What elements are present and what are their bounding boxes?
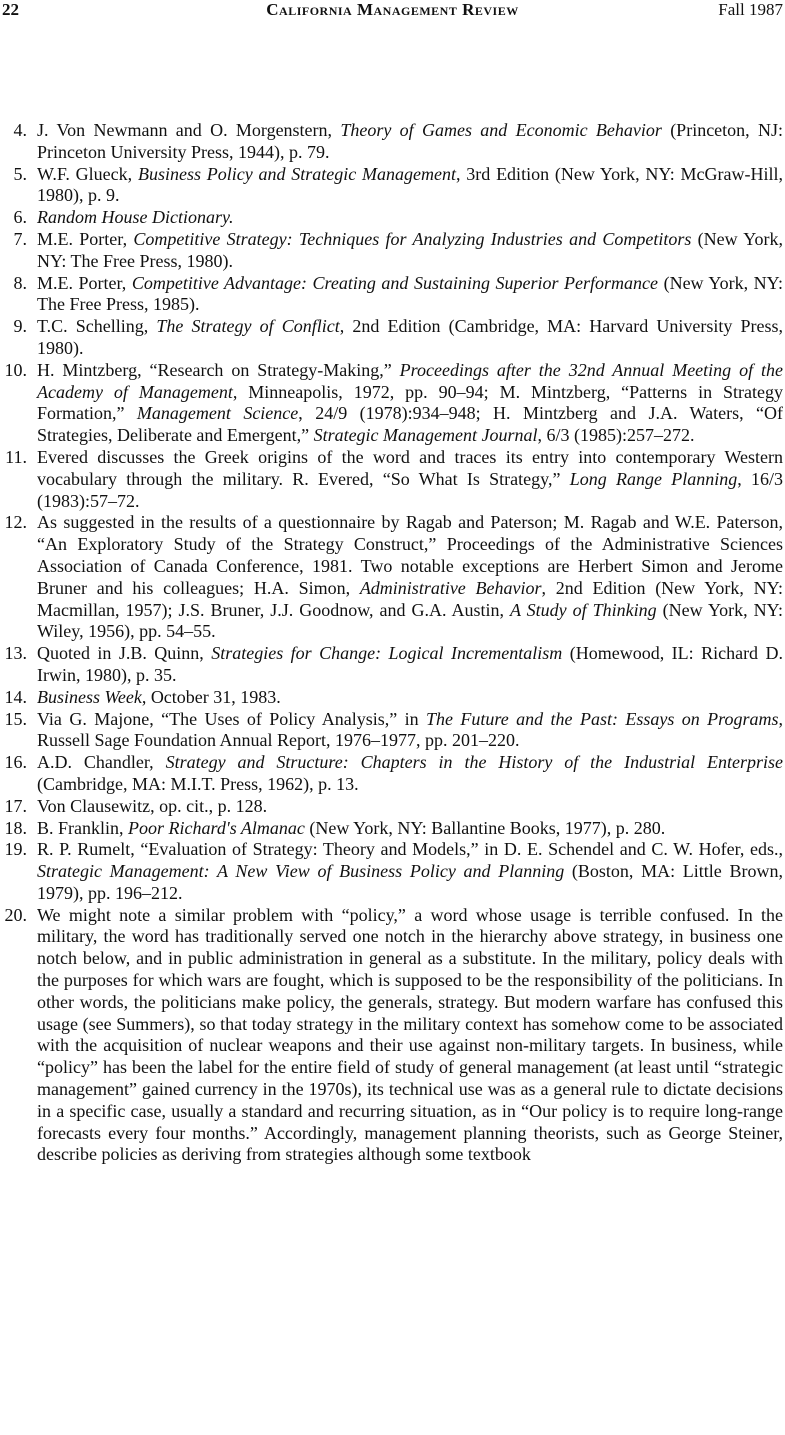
- issue-date: Fall 1987: [718, 0, 783, 19]
- endnote: [0, 752, 785, 796]
- endnote: [0, 905, 785, 1167]
- endnote-italic-title: Competitive Advantage: Creating and Sustaining Superior Performance: [131, 272, 659, 293]
- endnote-text: [37, 316, 783, 360]
- endnote-text-run: (Cambridge, MA: M.I.T. Press, 1962), p. 13.: [37, 773, 359, 794]
- endnote-text: [37, 709, 783, 753]
- endnote-text: [37, 512, 783, 643]
- endnote-italic-title: Management Science: [136, 403, 299, 424]
- endnote-text-run: , 2nd Edition (New York, NY: Macmillan, 1957); J.S. Bruner, J.J. Goodnow, and G.A. Austin,: [37, 577, 783, 620]
- endnote-text-run: We might note a similar problem with “policy,” a word whose usage is terrible confused. In the military, the word has traditionally served one notch in the hierarchy above strategy, in business one notch below, and in public administration in general as a substitute. In the military, policy deals with the purposes for which wars are fought, which is supposed to be the responsibility of the politicians. In other words, the politicians make policy, the generals, strategy. But modern warfare has confused this usage (see Summers), so that today strategy in the military context has somehow come to be associated with the acquisition of nuclear weapons and their use against non-military targets. In business, while “policy” has been the label for the entire field of study of general management (at least until “strategic management” gained currency in the 1970s), its technical use was as a general rule to dictate decisions in a specific case, usually a standard and recurring situation, as in “Our policy is to require long-range forecasts every four months.” Accordingly, management planning theorists, such as George Steiner, describe policies as deriving from strategies although some textbook: [37, 904, 783, 1165]
- endnote-text-run: (New York, NY: Wiley, 1956), pp. 54–55.: [37, 599, 783, 642]
- endnote-text-run: W.F. Glueck,: [37, 163, 138, 184]
- endnote-text-run: M.E. Porter,: [37, 228, 134, 249]
- endnote-number: 12.: [4, 512, 27, 533]
- endnotes-list: [0, 120, 785, 1166]
- endnote-text-run: , October 31, 1983.: [141, 686, 281, 707]
- endnote-text: [37, 905, 783, 1167]
- endnote-number: 14.: [4, 686, 27, 707]
- endnote: [0, 512, 785, 643]
- endnote-italic-title: Strategies for Change: Logical Incrementalism: [211, 643, 563, 664]
- endnote-text-run: (Boston, MA: Little Brown, 1979), pp. 196–212.: [37, 861, 783, 903]
- endnote-text: [37, 447, 783, 512]
- endnote-number: 18.: [4, 817, 27, 838]
- journal-title: California Management Review: [266, 0, 519, 19]
- endnote-text-run: (Princeton, NJ: Princeton University Press, 1944), p. 79.: [37, 120, 783, 162]
- endnote-number: 10.: [4, 359, 27, 380]
- endnote-italic-title: Theory of Games and Economic Behavior: [340, 120, 662, 140]
- endnote-italic-title: Administrative Behavior: [359, 577, 542, 598]
- endnote-italic-title: The Future and the Past: Essays on Programs: [426, 708, 779, 729]
- endnote-text-run: Via G. Majone, “The Uses of Policy Analysis,” in: [37, 708, 427, 729]
- endnote-text: [37, 164, 783, 208]
- endnote-number: 16.: [4, 752, 27, 773]
- endnote-text-run: H. Mintzberg, “Research on Strategy-Making,”: [37, 359, 400, 380]
- endnote-text-run: , 6/3 (1985):257–272.: [537, 425, 695, 446]
- endnote-text-run: J. Von Newmann and O. Morgenstern,: [37, 120, 341, 140]
- endnote-number: 17.: [4, 795, 27, 816]
- endnote-italic-title: Strategic Management Journal: [313, 425, 538, 446]
- endnote: [0, 447, 785, 512]
- endnote-italic-title: Competitive Strategy: Techniques for Analyzing Industries and Competitors: [133, 228, 692, 249]
- endnote-text-run: Quoted in J.B. Quinn,: [37, 643, 212, 664]
- endnote-italic-title: Strategic Management: A New View of Business Policy and Planning: [37, 861, 565, 882]
- endnote-text: [37, 687, 783, 709]
- endnote: [0, 229, 785, 273]
- endnote: [0, 709, 785, 753]
- endnote: [0, 687, 785, 709]
- endnote-italic-title: Strategy and Structure: Chapters in the History of the Industrial Enterprise: [165, 752, 783, 773]
- endnote: [0, 164, 785, 208]
- endnote-italic-title: The Strategy of Conflict: [156, 316, 340, 337]
- endnote-text-run: , 24/9 (1978):934–948; H. Mintzberg and J.A. Waters, “Of Strategies, Deliberate and Emergent,”: [37, 403, 783, 446]
- endnote-number: 9.: [13, 316, 27, 337]
- endnote-text: [37, 207, 783, 229]
- endnote-text-run: Evered discusses the Greek origins of the word and traces its entry into contemporary Western vocabulary through the military. R. Evered, “So What Is Strategy,”: [37, 446, 783, 489]
- endnote-text-run: , 16/3 (1983):57–72.: [37, 468, 783, 511]
- endnote: [0, 839, 785, 904]
- endnote-text-run: T.C. Schelling,: [37, 316, 157, 337]
- endnote-italic-title: Random House Dictionary.: [37, 207, 234, 228]
- endnote: [0, 273, 785, 317]
- endnote-number: 5.: [13, 163, 27, 184]
- endnote-text: [37, 229, 783, 273]
- endnote-number: 15.: [4, 708, 27, 729]
- endnote-text: [37, 752, 783, 796]
- endnote-text-run: As suggested in the results of a questionnaire by Ragab and Paterson; M. Ragab and W.E. Paterson, “An Exploratory Study of the Strategy Construct,” Proceedings of the Administrative Sciences Association of Canada Conference, 1981. Two notable exceptions are Herbert Simon and Jerome Bruner and his colleagues; H.A. Simon,: [37, 512, 783, 598]
- endnote: [0, 207, 785, 229]
- endnote-text-run: (New York, NY: Ballantine Books, 1977), p. 280.: [304, 817, 666, 838]
- endnote-number: 20.: [4, 904, 27, 925]
- endnote-number: 8.: [13, 272, 27, 293]
- endnote-text: [37, 273, 783, 317]
- endnote-text: [37, 796, 783, 818]
- endnote: [0, 316, 785, 360]
- endnote-text-run: B. Franklin,: [37, 817, 129, 838]
- endnote: [0, 360, 785, 447]
- endnote-text-run: , Minneapolis, 1972, pp. 90–94; M. Mintzberg, “Patterns in Strategy Formation,”: [37, 381, 784, 424]
- endnote-italic-title: Long Range Planning: [569, 468, 738, 489]
- endnote-text: [37, 643, 783, 687]
- endnote-text-run: (New York, NY: The Free Press, 1985).: [37, 272, 783, 315]
- endnote-text-run: A.D. Chandler,: [37, 752, 166, 773]
- endnote-text-run: (New York, NY: The Free Press, 1980).: [37, 228, 783, 271]
- endnote-italic-title: A Study of Thinking: [510, 599, 657, 620]
- endnote-text: [37, 360, 783, 447]
- endnote-number: 19.: [4, 839, 27, 860]
- running-header: [0, 0, 785, 22]
- endnote-number: 11.: [5, 446, 27, 467]
- endnote-text-run: , Russell Sage Foundation Annual Report, 1976–1977, pp. 201–220.: [37, 708, 783, 751]
- endnote-text-run: R. P. Rumelt, “Evaluation of Strategy: Theory and Models,” in D. E. Schendel and C. W. Hofer, eds.,: [37, 839, 783, 860]
- endnote-text: [37, 120, 783, 164]
- endnote-text-run: Von Clausewitz, op. cit., p. 128.: [37, 795, 268, 816]
- endnote-text-run: M.E. Porter,: [37, 272, 132, 293]
- endnote-italic-title: Business Week: [37, 686, 142, 707]
- endnote: [0, 796, 785, 818]
- endnote-text: [37, 839, 783, 904]
- endnote-number: 13.: [4, 643, 27, 664]
- endnote-number: 4.: [13, 120, 27, 140]
- endnote-text: [37, 818, 783, 840]
- endnote-text-run: (Homewood, IL: Richard D. Irwin, 1980), p. 35.: [37, 643, 783, 685]
- endnote: [0, 818, 785, 840]
- endnote-text-run: , 3rd Edition (New York, NY: McGraw-Hill, 1980), p. 9.: [37, 163, 784, 206]
- page-number: 22: [2, 0, 19, 19]
- endnote-number: 7.: [13, 228, 27, 249]
- endnote: [0, 643, 785, 687]
- endnote-text-run: , 2nd Edition (Cambridge, MA: Harvard University Press, 1980).: [37, 316, 783, 358]
- endnote-italic-title: Business Policy and Strategic Management: [137, 163, 457, 184]
- endnote-number: 6.: [13, 207, 27, 228]
- endnote-italic-title: Proceedings after the 32nd Annual Meeting of the Academy of Management: [37, 359, 783, 402]
- endnote-italic-title: Poor Richard's Almanac: [128, 817, 305, 838]
- endnote: [0, 120, 785, 164]
